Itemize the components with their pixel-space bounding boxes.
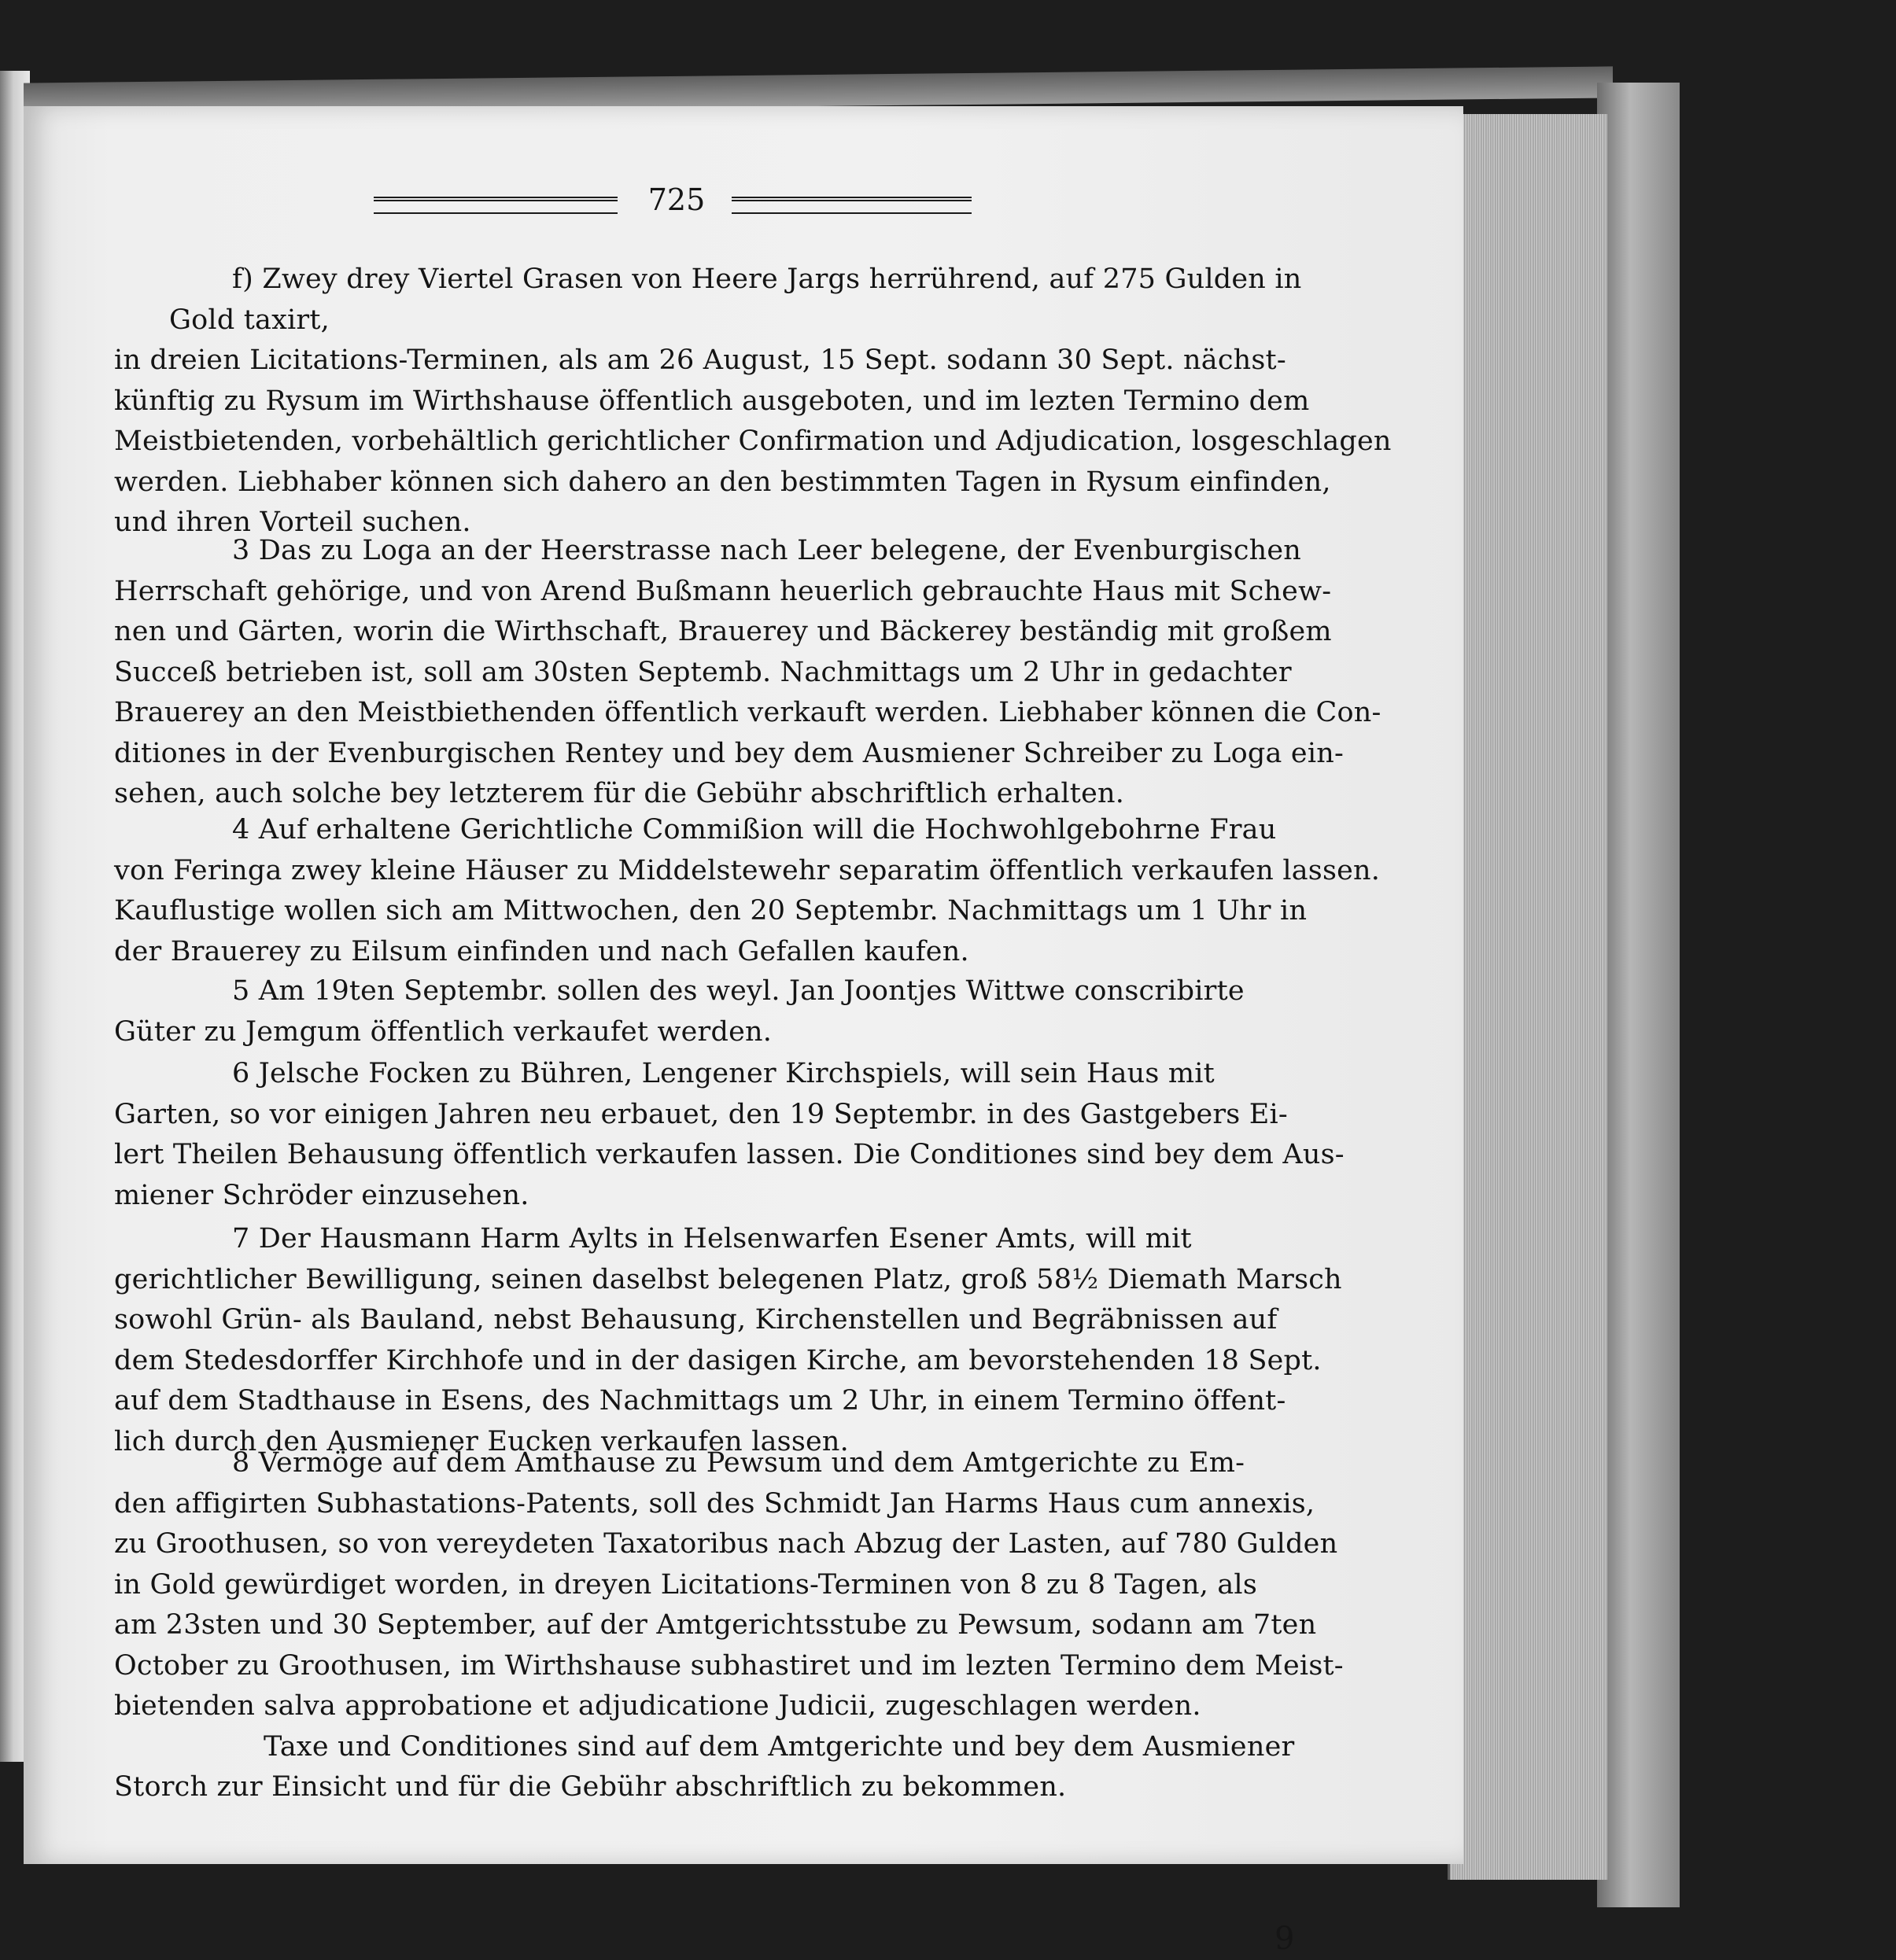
entry-3 xyxy=(114,531,1381,815)
text-line: ditiones in der Evenburgischen Rentey und bey dem Ausmiener Schreiber zu Loga ein- xyxy=(114,737,1344,769)
entry-8 xyxy=(114,1443,1344,1808)
entry-4 xyxy=(114,810,1381,972)
entry-6 xyxy=(114,1054,1345,1216)
text-line: 8 Vermöge auf dem Amthause zu Pewsum und dem Amtgerichte zu Em- xyxy=(232,1447,1245,1479)
text-line: October zu Groothusen, im Wirthshause subhastiret und im lezten Termino dem Meist- xyxy=(114,1649,1344,1682)
page-number: 725 xyxy=(647,182,706,217)
text-line: der Brauerey zu Eilsum einfinden und nach Gefallen kaufen. xyxy=(114,935,969,967)
text-line: 7 Der Hausmann Harm Aylts in Helsenwarfen Esener Amts, will mit xyxy=(232,1223,1192,1254)
text-line: Taxe und Conditiones sind auf dem Amtgerichte und bey dem Ausmiener xyxy=(264,1730,1295,1763)
text-line: lich durch den Ausmiener Eucken verkaufen lassen. xyxy=(114,1425,849,1457)
page-header xyxy=(374,182,987,230)
text-line: am 23sten und 30 September, auf der Amtgerichtsstube zu Pewsum, sodann am 7ten xyxy=(114,1609,1317,1641)
text-line: miener Schröder einzusehen. xyxy=(114,1179,529,1211)
text-line: bietenden salva approbatione et adjudicatione Judicii, zugeschlagen werden. xyxy=(114,1690,1201,1722)
text-line: gerichtlicher Bewilligung, seinen daselbst belegenen Platz, groß 58½ Diemath Marsch xyxy=(114,1263,1342,1295)
text-line: Güter zu Jemgum öffentlich verkaufet werden. xyxy=(114,1015,773,1048)
text-line: in Gold gewürdiget worden, in dreyen Licitations-Terminen von 8 zu 8 Tagen, als xyxy=(114,1568,1257,1601)
entry-7 xyxy=(114,1219,1342,1462)
text-line: dem Stedesdorffer Kirchhofe und in der dasigen Kirche, am bevorstehenden 18 Sept. xyxy=(114,1344,1322,1376)
text-line: 3 Das zu Loga an der Heerstrasse nach Leer belegene, der Evenburgischen xyxy=(232,535,1302,566)
text-line: sehen, auch solche bey letzterem für die Gebühr abschriftlich erhalten. xyxy=(114,778,1125,809)
entry-5 xyxy=(114,971,1245,1052)
entry-f xyxy=(114,260,1392,543)
text-line: nen und Gärten, worin die Wirthschaft, Brauerey und Bäckerey beständig mit großem xyxy=(114,616,1332,647)
text-line: künftig zu Rysum im Wirthshause öffentlich ausgeboten, und im lezten Termino dem xyxy=(114,385,1310,417)
page-block-edges xyxy=(1448,114,1607,1880)
signature-mark: 9 xyxy=(1274,1921,1295,1957)
text-line: lert Theilen Behausung öffentlich verkaufen lassen. Die Conditiones sind bey dem Aus- xyxy=(114,1139,1345,1170)
header-rule-right xyxy=(732,197,972,214)
book-cover-board xyxy=(1597,83,1680,1907)
text-line: den affigirten Subhastations-Patents, soll des Schmidt Jan Harms Haus cum annexis, xyxy=(114,1487,1315,1520)
text-line: Kauflustige wollen sich am Mittwochen, den 20 Septembr. Nachmittags um 1 Uhr in xyxy=(114,895,1308,927)
text-line: und ihren Vorteil suchen. xyxy=(114,507,471,538)
text-line: f) Zwey drey Viertel Grasen von Heere Jargs herrührend, auf 275 Gulden in xyxy=(232,263,1302,295)
text-line: 5 Am 19ten Septembr. sollen des weyl. Jan Joontjes Wittwe conscribirte xyxy=(232,975,1245,1007)
text-line: 6 Jelsche Focken zu Bühren, Lengener Kirchspiels, will sein Haus mit xyxy=(232,1058,1215,1089)
text-line: 4 Auf erhaltene Gerichtliche Commißion will die Hochwohlgebohrne Frau xyxy=(232,814,1277,846)
text-line: Garten, so vor einigen Jahren neu erbauet, den 19 Septembr. in des Gastgebers Ei- xyxy=(114,1098,1288,1130)
text-line: Succeß betrieben ist, soll am 30sten Septemb. Nachmittags um 2 Uhr in gedachter xyxy=(114,656,1292,688)
text-line: auf dem Stadthause in Esens, des Nachmittags um 2 Uhr, in einem Termino öffent- xyxy=(114,1385,1286,1417)
text-line: sowohl Grün- als Bauland, nebst Behausung, Kirchenstellen und Begräbnissen auf xyxy=(114,1304,1278,1336)
text-line: Brauerey an den Meistbiethenden öffentlich verkauft werden. Liebhaber können die Con- xyxy=(114,697,1381,728)
text-line: Gold taxirt, xyxy=(169,304,330,336)
text-line: von Feringa zwey kleine Häuser zu Middelstewehr separatim öffentlich verkaufen lassen. xyxy=(114,854,1381,886)
text-line: Herrschaft gehörige, und von Arend Bußmann heuerlich gebrauchte Haus mit Schew- xyxy=(114,575,1332,607)
text-line: werden. Liebhaber können sich dahero an den bestimmten Tagen in Rysum einfinden, xyxy=(114,466,1331,498)
text-line: Storch zur Einsicht und für die Gebühr abschriftlich zu bekommen. xyxy=(114,1771,1067,1803)
text-line: Meistbietenden, vorbehältlich gerichtlicher Confirmation und Adjudication, losgeschlagen xyxy=(114,426,1392,457)
text-line: zu Groothusen, so von vereydeten Taxatoribus nach Abzug der Lasten, auf 780 Gulden xyxy=(114,1528,1338,1560)
text-line: in dreien Licitations-Terminen, als am 26 August, 15 Sept. sodann 30 Sept. nächst- xyxy=(114,344,1286,376)
header-rule-left xyxy=(374,197,618,214)
